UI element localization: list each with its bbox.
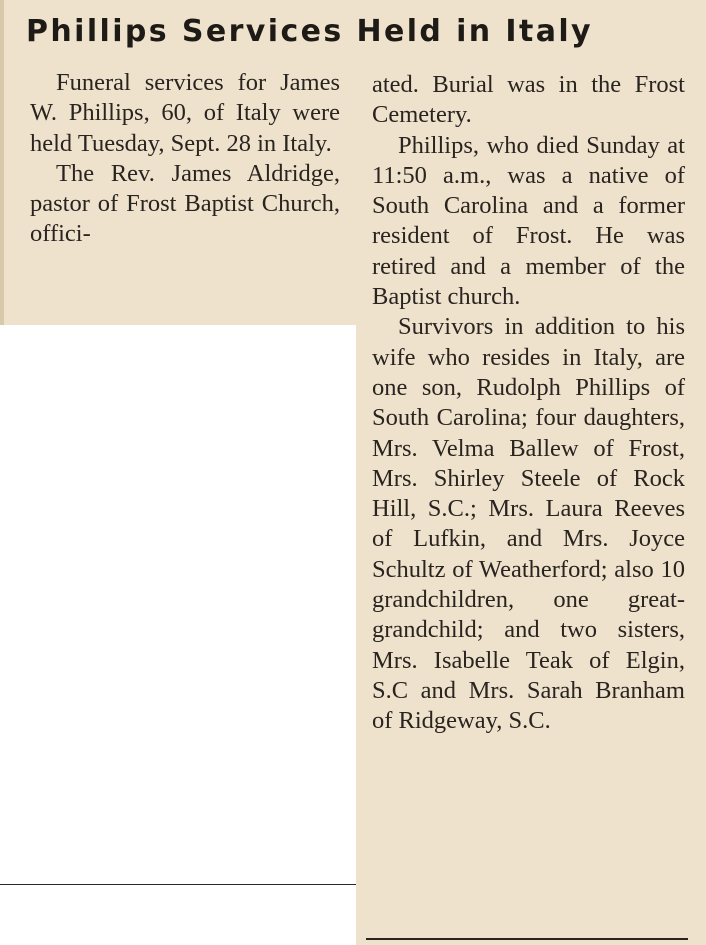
article-paragraph: Funeral services for James W. Phillips, 60, of Italy were held Tuesday, Sept. 28 in Italy. xyxy=(30,69,340,157)
article-paragraph: Phillips, who died Sunday at 11:50 a.m., was a native of South Carolina and a former resident of Frost. He was retired and a member of the Baptist church. xyxy=(372,131,685,311)
article-column-right xyxy=(372,70,685,737)
bottom-rule xyxy=(366,938,688,940)
blank-background xyxy=(0,325,356,945)
article-paragraph: Survivors in addition to his wife who resides in Italy, are one son, Rudolph Phillips of South Carolina; four daughters, Mrs. Velma Ballew of Frost, Mrs. Shirley Steele of Rock Hill, S.C.; Mrs. Laura Reeves of Lufkin, and Mrs. Joyce Schultz of Weatherford; also 10 grandchildren, one great-grandchild; and two sisters, Mrs. Isabelle Teak of Elgin, S.C and Mrs. Sarah Branham of Ridgeway, S.C. xyxy=(372,313,685,735)
article-paragraph-continued: ated. Burial was in the Frost Cemetery. xyxy=(372,71,685,129)
clipping-edge xyxy=(0,0,4,325)
article-headline: Phillips Services Held in Italy xyxy=(26,14,593,49)
article-column-left xyxy=(30,68,340,250)
divider-line xyxy=(0,884,356,885)
article-paragraph: The Rev. James Aldridge, pastor of Frost Baptist Church, offici- xyxy=(30,159,340,248)
